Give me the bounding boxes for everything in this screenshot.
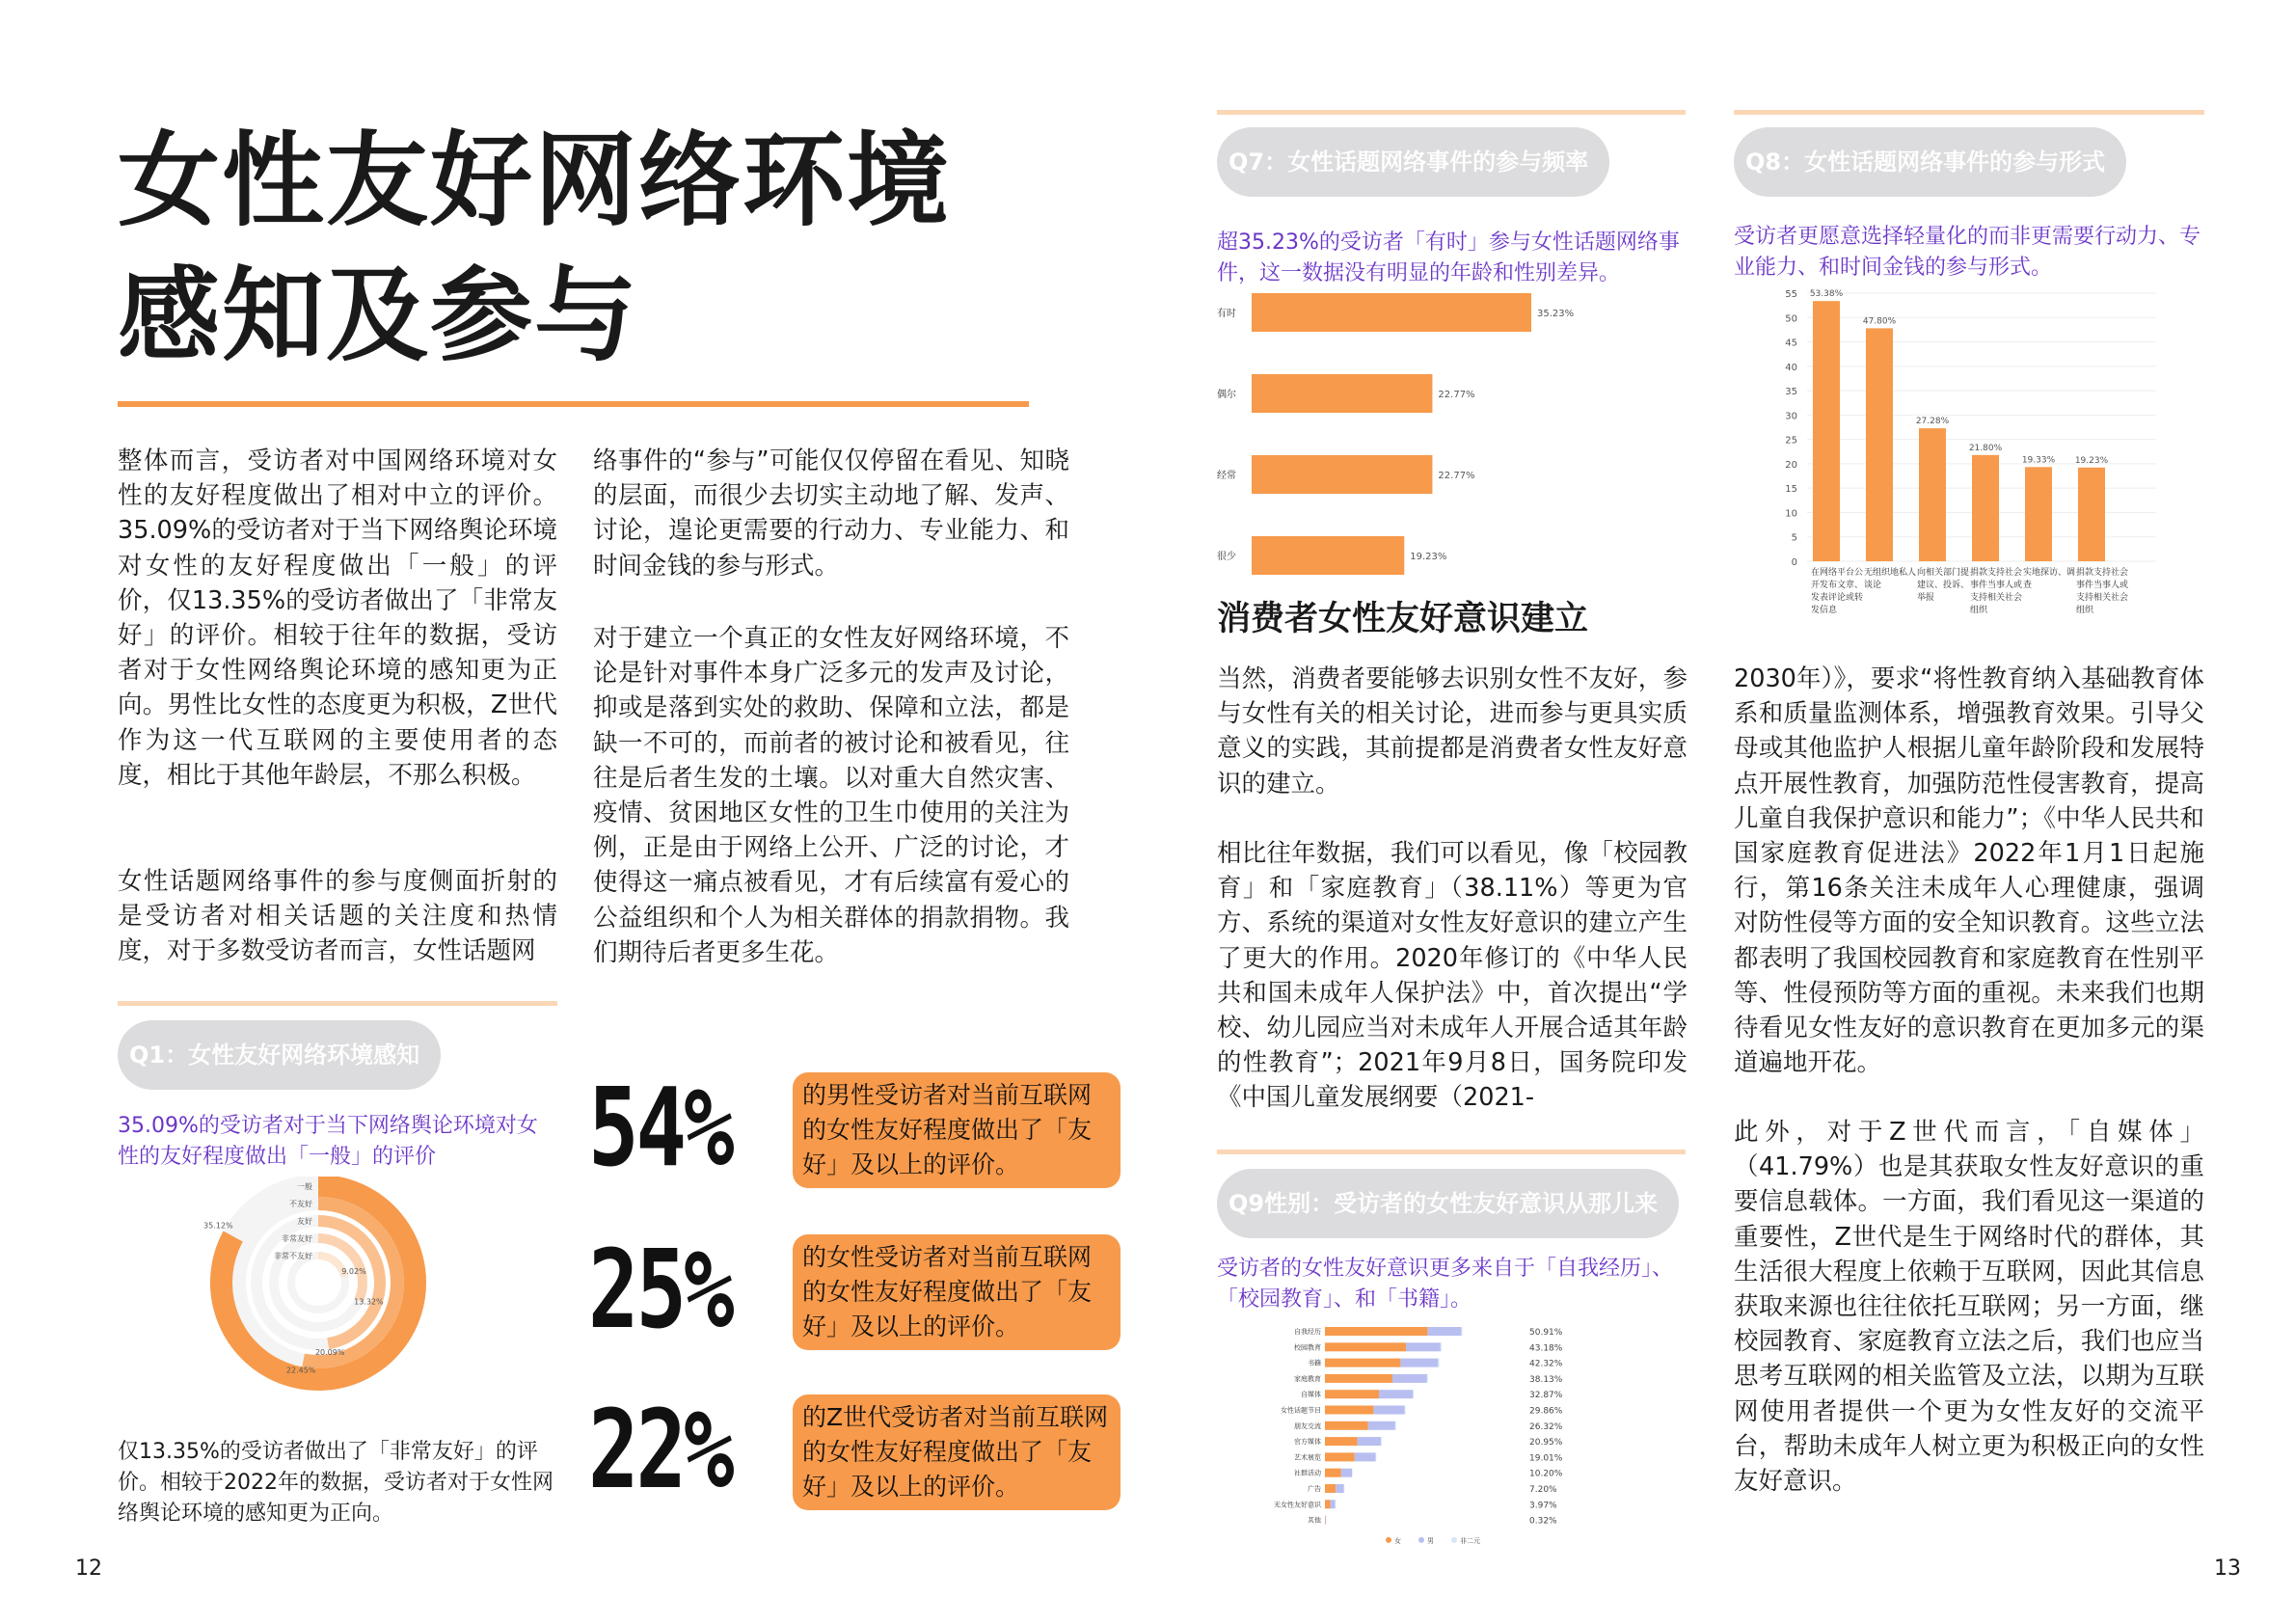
q7-value-label: 19.23% bbox=[1410, 552, 1447, 562]
q7-category-label: 偶尔 bbox=[1217, 390, 1236, 400]
q8-value-label: 47.80% bbox=[1862, 316, 1897, 327]
q9-legend-label: 非二元 bbox=[1460, 1536, 1480, 1545]
q1-caption: 35.09%的受访者对于当下网络舆论环境对女性的友好程度做出「一般」的评价 bbox=[118, 1114, 538, 1169]
q8-category-label: 发信息 bbox=[1811, 606, 1838, 615]
q8-category-label: 事件当事人或 bbox=[1970, 581, 2023, 590]
ring-value-label: 9.02% bbox=[341, 1267, 366, 1277]
q8-bar bbox=[2078, 468, 2105, 561]
q9-category-label: 校园教育 bbox=[1294, 1343, 1321, 1352]
q7-bar-chart bbox=[1217, 285, 1612, 575]
q8-category-label: 事件当事人或 bbox=[2076, 581, 2129, 590]
q7-divider bbox=[1217, 110, 1686, 115]
q8-category-label: 支持相关社会 bbox=[1970, 593, 2023, 603]
q8-divider bbox=[1734, 110, 2204, 115]
q9-bar-segment bbox=[1406, 1342, 1441, 1351]
q7-bar bbox=[1252, 455, 1432, 494]
q7-bar bbox=[1252, 374, 1432, 413]
stat-number-male: 54% bbox=[588, 1066, 732, 1191]
q9-category-label: 自媒体 bbox=[1301, 1391, 1321, 1399]
column-2-paragraph-1: 络事件的“参与”可能仅仅停留在看见、知晓的层面，而很少去切实主动地了解、发声、讨论，遑论更需要的行动力、专业能力、和时间金钱的参与形式。 bbox=[593, 447, 1069, 581]
q8-bar bbox=[1972, 455, 1999, 561]
q8-y-tick: 30 bbox=[1785, 411, 1797, 422]
section-heading: 消费者女性友好意识建立 bbox=[1217, 600, 1589, 638]
q9-bar-segment bbox=[1438, 1359, 1439, 1367]
q8-category-label: 查 bbox=[2023, 581, 2033, 590]
q8-category-label: 向相关部门提 bbox=[1917, 568, 1970, 578]
page-title: 女性友好网络环境感知及参与 bbox=[118, 122, 951, 375]
stat-number-female: 25% bbox=[588, 1228, 732, 1353]
q9-bar-segment bbox=[1381, 1437, 1382, 1446]
ring-category-label: 不友好 bbox=[289, 1200, 312, 1208]
ring-value-label: 13.32% bbox=[354, 1297, 384, 1307]
q9-bar-segment bbox=[1379, 1390, 1413, 1398]
q9-bar-segment bbox=[1368, 1421, 1395, 1430]
q8-y-tick: 40 bbox=[1785, 362, 1797, 373]
q9-bar-segment bbox=[1405, 1406, 1406, 1415]
ring-category-label: 一般 bbox=[297, 1182, 312, 1191]
q9-stacked-bar-chart bbox=[1263, 1313, 1668, 1555]
q7-category-label: 有时 bbox=[1217, 309, 1236, 319]
q9-title-pill: Q9性别：受访者的女性友好意识从那儿来 bbox=[1217, 1169, 1679, 1238]
q9-bar-segment bbox=[1325, 1374, 1392, 1383]
q9-value-label: 19.01% bbox=[1529, 1453, 1563, 1464]
q7-category-label: 很少 bbox=[1217, 552, 1236, 562]
q1-note: 仅13.35%的受访者做出了「非常友好」的评价。相较于2022年的数据，受访者对于女性网络舆论环境的感知更为正向。 bbox=[118, 1440, 554, 1526]
q9-bar-segment bbox=[1358, 1437, 1381, 1446]
column-1-paragraph-1: 整体而言，受访者对中国网络环境对女性的友好程度做出了相对中立的评价。35.09%的受访者对于当下网络舆论环境对女性的友好程度做出「一般」的评价，仅13.35%的受访者做出了「非常友好」的评价。相较于往年的数据，受访者对于女性网络舆论环境的感知更为正向。男性比女性的态度更为积极，Z世代作为这一代互联网的主要使用者的态度，相比于其他年龄层，不那么积极。 bbox=[118, 447, 557, 790]
q8-category-label: 支持相关社会 bbox=[2076, 593, 2129, 603]
q8-y-tick: 55 bbox=[1785, 289, 1797, 300]
q8-bar bbox=[1866, 328, 1893, 561]
ring-bar bbox=[318, 1256, 344, 1277]
q7-bar bbox=[1252, 536, 1404, 575]
q8-category-label: 组织 bbox=[1970, 606, 1988, 615]
q9-category-label: 官方媒体 bbox=[1294, 1438, 1321, 1447]
q8-value-label: 19.33% bbox=[2021, 455, 2056, 466]
q9-bar-segment bbox=[1400, 1359, 1438, 1367]
stat-number-genz: 22% bbox=[588, 1388, 732, 1513]
q9-category-label: 其他 bbox=[1308, 1516, 1321, 1525]
stat-callout-female: 的女性受访者对当前互联网的女性友好程度做出了「友好」及以上的评价。 bbox=[793, 1234, 1120, 1350]
q9-bar-segment bbox=[1325, 1484, 1336, 1493]
q9-value-label: 20.95% bbox=[1529, 1438, 1563, 1448]
q8-y-tick: 50 bbox=[1785, 313, 1797, 325]
q7-value-label: 22.77% bbox=[1438, 471, 1475, 481]
q9-bar-segment bbox=[1336, 1484, 1343, 1493]
q9-legend-swatch bbox=[1418, 1537, 1424, 1543]
q9-caption: 受访者的女性友好意识更多来自于「自我经历」、「校园教育」、和「书籍」。 bbox=[1217, 1257, 1674, 1312]
q9-value-label: 38.13% bbox=[1529, 1374, 1563, 1385]
q9-value-label: 26.32% bbox=[1529, 1421, 1563, 1432]
q9-bar-segment bbox=[1325, 1359, 1400, 1367]
q9-category-label: 书籍 bbox=[1308, 1359, 1321, 1367]
q1-divider bbox=[118, 1001, 557, 1006]
column-1-paragraph-2: 女性话题网络事件的参与度侧面折射的是受访者对相关话题的关注度和热情度，对于多数受访者而言，女性话题网 bbox=[118, 867, 557, 966]
ring-category-label: 非常友好 bbox=[282, 1234, 312, 1243]
q9-value-label: 32.87% bbox=[1529, 1391, 1563, 1401]
q9-bar-segment bbox=[1326, 1516, 1327, 1525]
q9-bar-segment bbox=[1325, 1469, 1341, 1477]
q8-category-label: 开发布文章、 bbox=[1811, 581, 1864, 590]
q8-bar bbox=[2025, 467, 2052, 561]
column-2-paragraph-2: 对于建立一个真正的女性友好网络环境，不论是针对事件本身广泛多元的发声及讨论，抑或是落到实处的救助、保障和立法，都是缺一不可的，而前者的被讨论和被看见，往往是后者生发的土壤。以对重大自然灾害、疫情、贫困地区女性的卫生巾使用的关注为例，正是由于网络上公开、广泛的讨论，才使得这一痛点被看见，才有后续富有爱心的公益组织和个人为相关群体的捐款捐物。我们期待后者更多生花。 bbox=[593, 624, 1069, 967]
q8-y-tick: 15 bbox=[1785, 484, 1797, 496]
q7-category-label: 经常 bbox=[1217, 471, 1236, 481]
q9-legend-swatch bbox=[1386, 1537, 1391, 1543]
q9-category-label: 朋友交流 bbox=[1294, 1421, 1321, 1430]
q7-value-label: 35.23% bbox=[1537, 309, 1575, 319]
q9-category-label: 无女性友好意识 bbox=[1274, 1501, 1321, 1509]
q9-category-label: 艺术展览 bbox=[1294, 1453, 1321, 1462]
q9-value-label: 3.97% bbox=[1529, 1501, 1557, 1511]
q9-category-label: 自我经历 bbox=[1294, 1328, 1321, 1336]
q9-bar-segment bbox=[1325, 1406, 1373, 1415]
q9-legend-swatch bbox=[1451, 1537, 1457, 1543]
q8-category-label: 组织 bbox=[2076, 606, 2094, 615]
q9-value-label: 43.18% bbox=[1529, 1343, 1563, 1354]
q8-y-tick: 35 bbox=[1785, 387, 1797, 398]
q9-bar-segment bbox=[1352, 1469, 1353, 1477]
q8-y-tick: 45 bbox=[1785, 338, 1797, 349]
stat-callout-male: 的男性受访者对当前互联网的女性友好程度做出了「友好」及以上的评价。 bbox=[793, 1072, 1120, 1188]
q9-bar-segment bbox=[1331, 1500, 1336, 1508]
q8-y-tick: 20 bbox=[1785, 459, 1797, 471]
stat-callout-genz: 的Z世代受访者对当前互联网的女性友好程度做出了「友好」及以上的评价。 bbox=[793, 1394, 1120, 1510]
q9-bar-segment bbox=[1325, 1390, 1379, 1398]
q7-caption: 超35.23%的受访者「有时」参与女性话题网络事件，这一数据没有明显的年龄和性别差异。 bbox=[1217, 230, 1680, 285]
q8-value-label: 27.28% bbox=[1915, 417, 1950, 427]
q8-category-label: 在网络平台公 bbox=[1811, 568, 1864, 578]
q8-value-label: 53.38% bbox=[1809, 289, 1844, 300]
q9-category-label: 社群活动 bbox=[1294, 1469, 1321, 1477]
q7-bar bbox=[1252, 293, 1531, 332]
q8-category-label: 谈论 bbox=[1864, 581, 1882, 590]
q8-category-label: 建议、投诉、 bbox=[1917, 581, 1970, 590]
q9-category-label: 女性话题节目 bbox=[1281, 1406, 1321, 1415]
q8-column-chart bbox=[1774, 285, 2160, 633]
q9-bar-segment bbox=[1441, 1342, 1442, 1351]
q8-category-label: 捐款支持社会 bbox=[2076, 568, 2129, 578]
ring-value-label: 20.09% bbox=[314, 1348, 345, 1358]
column-4-paragraph-2: 此外，对于Z世代而言，「自媒体」（41.79%）也是其获取女性友好意识的重要信息载体。一方面，我们看见这一渠道的重要性，Z世代是生于网络时代的群体，其生活很大程度上依赖于互联网，因此其信息获取来源也往往依托互联网；另一方面，继校园教育、家庭教育立法之后，我们也应当思考互联网的相关监管及立法，以期为互联网使用者提供一个更为女性友好的交流平台，帮助未成年人树立更为积极正向的女性友好意识。 bbox=[1734, 1118, 2204, 1497]
page-number-left: 12 bbox=[75, 1556, 102, 1581]
q8-y-tick: 25 bbox=[1785, 435, 1797, 447]
q9-bar-segment bbox=[1427, 1327, 1461, 1336]
q8-category-label: 捐款支持社会 bbox=[1970, 568, 2023, 578]
q8-y-tick: 0 bbox=[1791, 557, 1797, 568]
page-number-right: 13 bbox=[2214, 1556, 2241, 1581]
column-4-paragraph-1: 2030年）》，要求“将性教育纳入基础教育体系和质量监测体系，增强教育效果。引导父母或其他监护人根据儿童年龄阶段和发展特点开展性教育，加强防范性侵害教育，提高儿童自我保护意识和能力”；《中华人民共和国家庭教育促进法》2022年1月1日起施行，第16条关注未成年人心理健康，强调对防性侵等方面的安全知识教育。这些立法都表明了我国校园教育和家庭教育在性别平等、性侵预防等方面的重视。未来我们也期待看见女性友好的意识教育在更加多元的渠道遍地开花。 bbox=[1734, 664, 2204, 1078]
q9-bar-segment bbox=[1325, 1452, 1355, 1461]
q9-bar-segment bbox=[1413, 1390, 1414, 1398]
q8-category-label: 举报 bbox=[1917, 593, 1935, 603]
q9-bar-segment bbox=[1355, 1452, 1376, 1461]
q9-bar-segment bbox=[1325, 1421, 1368, 1430]
q8-category-label: 发表评论或转 bbox=[1811, 593, 1864, 603]
q9-value-label: 42.32% bbox=[1529, 1359, 1563, 1369]
q8-caption: 受访者更愿意选择轻量化的而非更需要行动力、专业能力、和时间金钱的参与形式。 bbox=[1734, 225, 2201, 280]
q9-value-label: 10.20% bbox=[1529, 1469, 1563, 1479]
q9-value-label: 7.20% bbox=[1529, 1485, 1557, 1495]
ring-value-label: 22.45% bbox=[285, 1366, 316, 1375]
q9-bar-segment bbox=[1373, 1406, 1404, 1415]
q9-bar-segment bbox=[1427, 1374, 1428, 1383]
q9-value-label: 50.91% bbox=[1529, 1328, 1563, 1338]
q9-bar-segment bbox=[1325, 1516, 1326, 1525]
q9-category-label: 广告 bbox=[1308, 1485, 1321, 1493]
q9-value-label: 0.32% bbox=[1529, 1516, 1557, 1527]
q9-bar-segment bbox=[1344, 1484, 1345, 1493]
q9-bar-segment bbox=[1341, 1469, 1352, 1477]
q7-value-label: 22.77% bbox=[1438, 390, 1475, 400]
q9-category-label: 家庭教育 bbox=[1294, 1374, 1321, 1383]
ring-category-label: 友好 bbox=[297, 1217, 312, 1226]
q1-title-pill: Q1：女性友好网络环境感知 bbox=[118, 1020, 441, 1090]
q9-bar-segment bbox=[1325, 1437, 1358, 1446]
q9-value-label: 29.86% bbox=[1529, 1406, 1563, 1417]
ring-value-label: 35.12% bbox=[203, 1221, 233, 1231]
q9-bar-segment bbox=[1376, 1452, 1377, 1461]
q7-title-pill: Q7：女性话题网络事件的参与频率 bbox=[1217, 127, 1609, 197]
q1-radial-chart bbox=[174, 1177, 453, 1408]
q9-bar-segment bbox=[1325, 1327, 1427, 1336]
title-underline bbox=[118, 401, 1029, 407]
q9-bar-segment bbox=[1325, 1342, 1406, 1351]
ring-category-label: 非常不友好 bbox=[274, 1252, 312, 1260]
q9-bar-segment bbox=[1325, 1500, 1331, 1508]
q8-y-tick: 10 bbox=[1785, 508, 1797, 520]
q8-bar bbox=[1813, 301, 1840, 561]
q8-category-label: 无组织地私人 bbox=[1864, 568, 1917, 578]
q8-bar bbox=[1919, 428, 1946, 561]
q8-value-label: 19.23% bbox=[2074, 455, 2109, 466]
q9-bar-segment bbox=[1395, 1421, 1396, 1430]
q9-legend-label: 男 bbox=[1427, 1536, 1434, 1545]
q8-y-tick: 5 bbox=[1791, 532, 1797, 544]
q9-bar-segment bbox=[1392, 1374, 1427, 1383]
q8-title-pill: Q8：女性话题网络事件的参与形式 bbox=[1734, 127, 2126, 197]
q8-category-label: 实地探访、调 bbox=[2023, 568, 2076, 578]
column-3-paragraph-2: 相比往年数据，我们可以看见，像「校园教育」和「家庭教育」（38.11%）等更为官方、系统的渠道对女性友好意识的建立产生了更大的作用。2020年修订的《中华人民共和国未成年人保护法》中，首次提出“学校、幼儿园应当对未成年人开展合适其年龄的性教育”；2021年9月8日，国务院印发《中国儿童发展纲要（2021- bbox=[1217, 839, 1688, 1113]
q9-divider bbox=[1217, 1150, 1686, 1154]
q8-value-label: 21.80% bbox=[1968, 443, 2003, 453]
q9-legend-label: 女 bbox=[1394, 1536, 1401, 1545]
column-3-paragraph-1: 当然，消费者要能够去识别女性不友好，参与女性有关的相关讨论，进而参与更具实质意义的实践，其前提都是消费者女性友好意识的建立。 bbox=[1217, 664, 1688, 798]
q9-bar-segment bbox=[1461, 1327, 1462, 1336]
